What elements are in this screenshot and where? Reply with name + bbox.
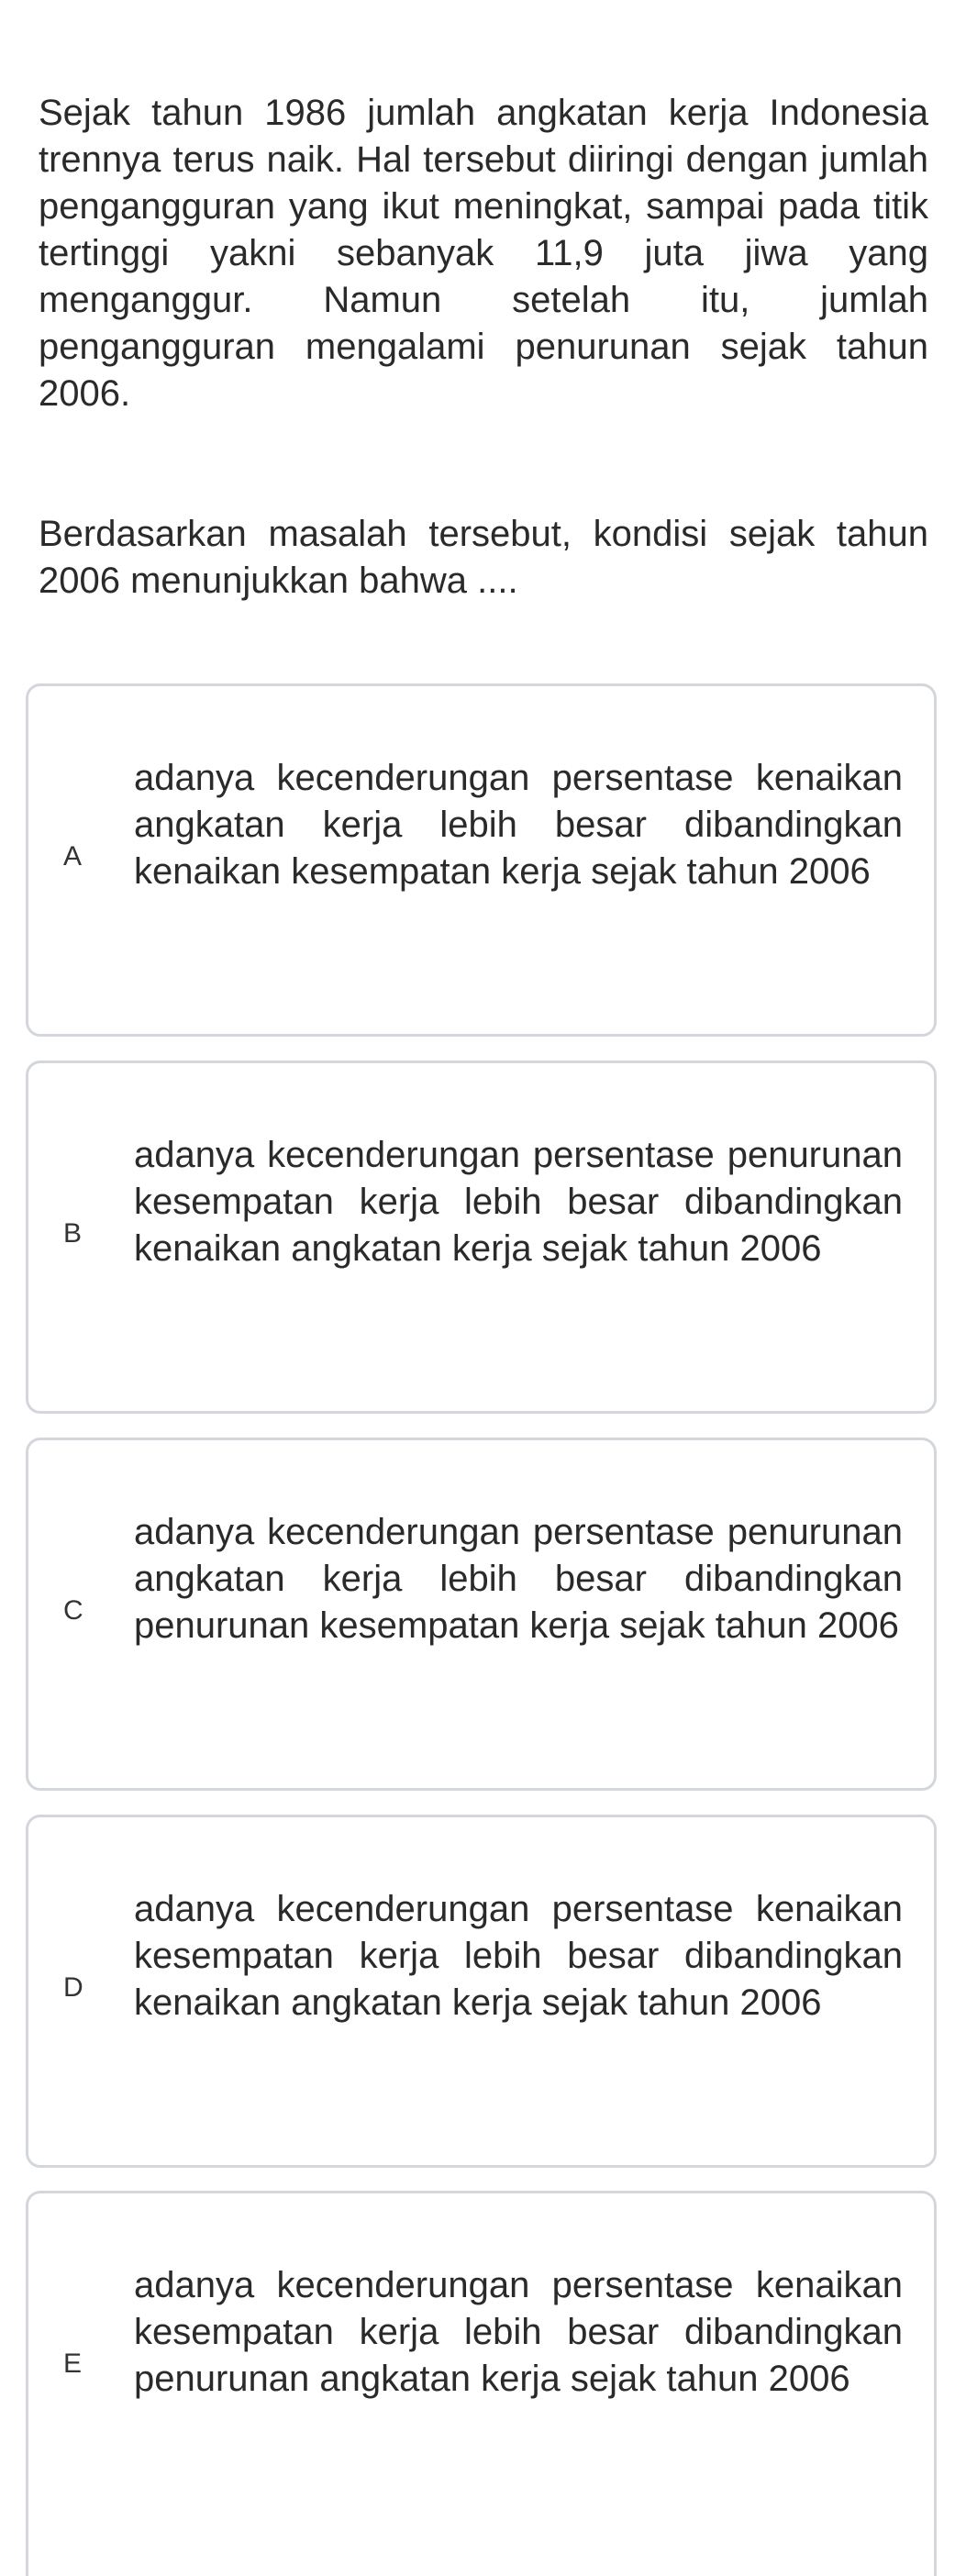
option-b-text: adanya kecenderungan persentase penurunan kesempatan kerja lebih besar dibandingkan kenaikan angkatan kerja sejak tahun 2006 (134, 1135, 903, 1269)
question-paragraph-prompt: Berdasarkan masalah tersebut, kondisi sejak tahun 2006 menunjukkan bahwa .... (39, 514, 928, 601)
option-d-text: adanya kecenderungan persentase kenaikan kesempatan kerja lebih besar dibandingkan kenaikan angkatan kerja sejak tahun 2006 (134, 1889, 903, 2023)
option-d-card[interactable] (26, 1815, 937, 2168)
option-e-text: adanya kecenderungan persentase kenaikan kesempatan kerja lebih besar dibandingkan penurunan angkatan kerja sejak tahun 2006 (134, 2265, 903, 2399)
option-b-card[interactable] (26, 1060, 937, 1414)
option-c-card[interactable] (26, 1438, 937, 1791)
option-a-card[interactable] (26, 683, 937, 1037)
question-stem (39, 90, 928, 605)
option-c-letter: C (63, 1595, 83, 1626)
question-paragraph-context: Sejak tahun 1986 jumlah angkatan kerja Indonesia trennya terus naik. Hal tersebut diiringi dengan jumlah pengangguran yang ikut meningkat, sampai pada titik tertinggi yakni sebanyak 11,9 juta jiwa yang menganggur. Namun setelah itu, jumlah pengangguran mengalami penurunan sejak tahun 2006. (39, 93, 928, 414)
option-a-text: adanya kecenderungan persentase kenaikan angkatan kerja lebih besar dibandingkan kenaikan kesempatan kerja sejak tahun 2006 (134, 758, 903, 892)
option-b-letter: B (63, 1218, 83, 1249)
option-e-letter: E (63, 2348, 83, 2379)
option-c-text: adanya kecenderungan persentase penurunan angkatan kerja lebih besar dibandingkan penurunan kesempatan kerja sejak tahun 2006 (134, 1512, 903, 1646)
option-d-letter: D (63, 1972, 83, 2003)
option-a-letter: A (63, 841, 83, 872)
option-e-card[interactable] (26, 2191, 937, 2576)
